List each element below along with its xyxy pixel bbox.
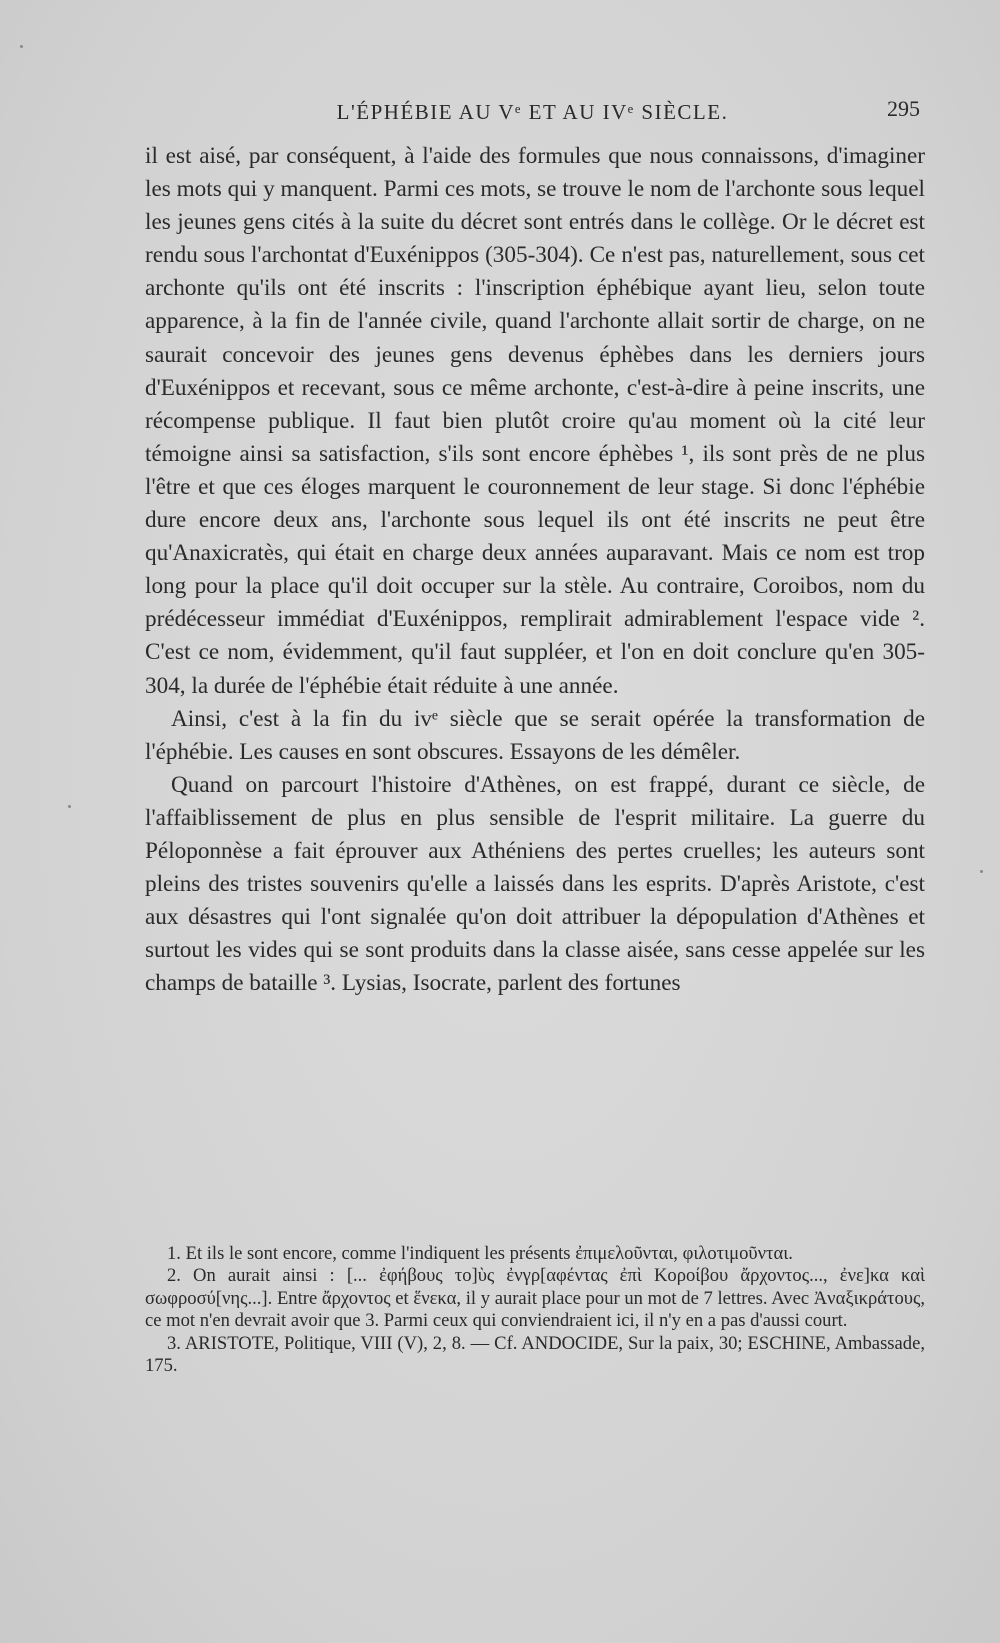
footnote-3: 3. ARISTOTE, Politique, VIII (V), 2, 8. — Cf. ANDOCIDE, Sur la paix, 30; ESCHINE, Ambassade, 175.: [145, 1332, 925, 1377]
paragraph-3: Quand on parcourt l'histoire d'Athènes, on est frappé, durant ce siècle, de l'affaiblissement de plus en plus sensible de l'esprit militaire. La guerre du Péloponnèse a fait éprouver aux Athéniens des pertes cruelles; les auteurs sont pleins des tristes souvenirs qu'elle a laissés dans les esprits. D'après Aristote, c'est aux désastres qui l'ont signalée qu'on doit attribuer la dépopulation d'Athènes et surtout les vides qui se sont produits dans la classe aisée, sans cesse appelée sur les champs de bataille ³. Lysias, Isocrate, parlent des fortunes: [145, 771, 925, 997]
print-speck: [68, 805, 71, 808]
footnotes: [145, 1243, 925, 1377]
footnote-1: 1. Et ils le sont encore, comme l'indiquent les présents ἐπιμελοῦνται, φιλοτιμοῦνται.: [167, 1243, 793, 1264]
body-text: [145, 140, 925, 1000]
page-number: 295: [887, 96, 920, 121]
paragraph-2: Ainsi, c'est à la fin du ivᵉ siècle que se serait opérée la transformation de l'éphébie. Les causes en sont obscures. Essayons de les démêler.: [145, 705, 925, 765]
paragraph-1: il est aisé, par conséquent, à l'aide des formules que nous connaissons, d'imaginer les mots qui y manquent. Parmi ces mots, se trouve le nom de l'archonte sous lequel les jeunes gens cités à la suite du décret sont entrés dans le collège. Or le décret est rendu sous l'archontat d'Euxénippos (305-304). Ce n'est pas, naturellement, sous cet archonte qu'ils ont été inscrits : l'inscription éphébique ayant lieu, selon toute apparence, à la fin de l'année civile, quand l'archonte allait sortir de charge, on ne saurait concevoir des jeunes gens devenus éphèbes dans les derniers jours d'Euxénippos et recevant, sous ce même archonte, c'est-à-dire à peine inscrits, une récompense publique. Il faut bien plutôt croire qu'au moment où la cité leur témoigne ainsi sa satisfaction, s'ils sont encore éphèbes ¹, ils sont près de ne plus l'être et que ces éloges marquent le couronnement de leur stage. Si donc l'éphébie dure encore deux ans, l'archonte sous lequel ils ont été inscrits ne peut être qu'Anaxicratès, qui était en charge deux années auparavant. Mais ce nom est trop long pour la place qu'il doit occuper sur la stèle. Au contraire, Coroibos, nom du prédécesseur immédiat d'Euxénippos, remplirait admirablement l'espace vide ². C'est ce nom, évidemment, qu'il faut suppléer, et l'on en doit conclure qu'en 305-304, la durée de l'éphébie était réduite à une année.: [145, 143, 925, 699]
running-title: L'ÉPHÉBIE AU Vᵉ ET AU IVᵉ SIÈCLE.: [336, 100, 729, 124]
running-head: [145, 96, 920, 126]
print-speck: [980, 870, 983, 873]
footnote-2: 2. On aurait ainsi : [... ἐφήβους το]ὺς ἐνγρ[αφέντας ἐπὶ Κοροίβου ἄρχοντος..., ἐνε]κα καὶ σωφροσύ[νης...]. Entre ἄρχοντος et ἕνεκα, il y aurait place pour un mot de 7 lettres. Avec Ἀναξικράτους, ce mot n'en devrait avoir que 3. Parmi ceux qui conviendraient ici, il n'y en a pas d'aussi court.: [145, 1265, 925, 1332]
print-speck: [20, 45, 23, 48]
